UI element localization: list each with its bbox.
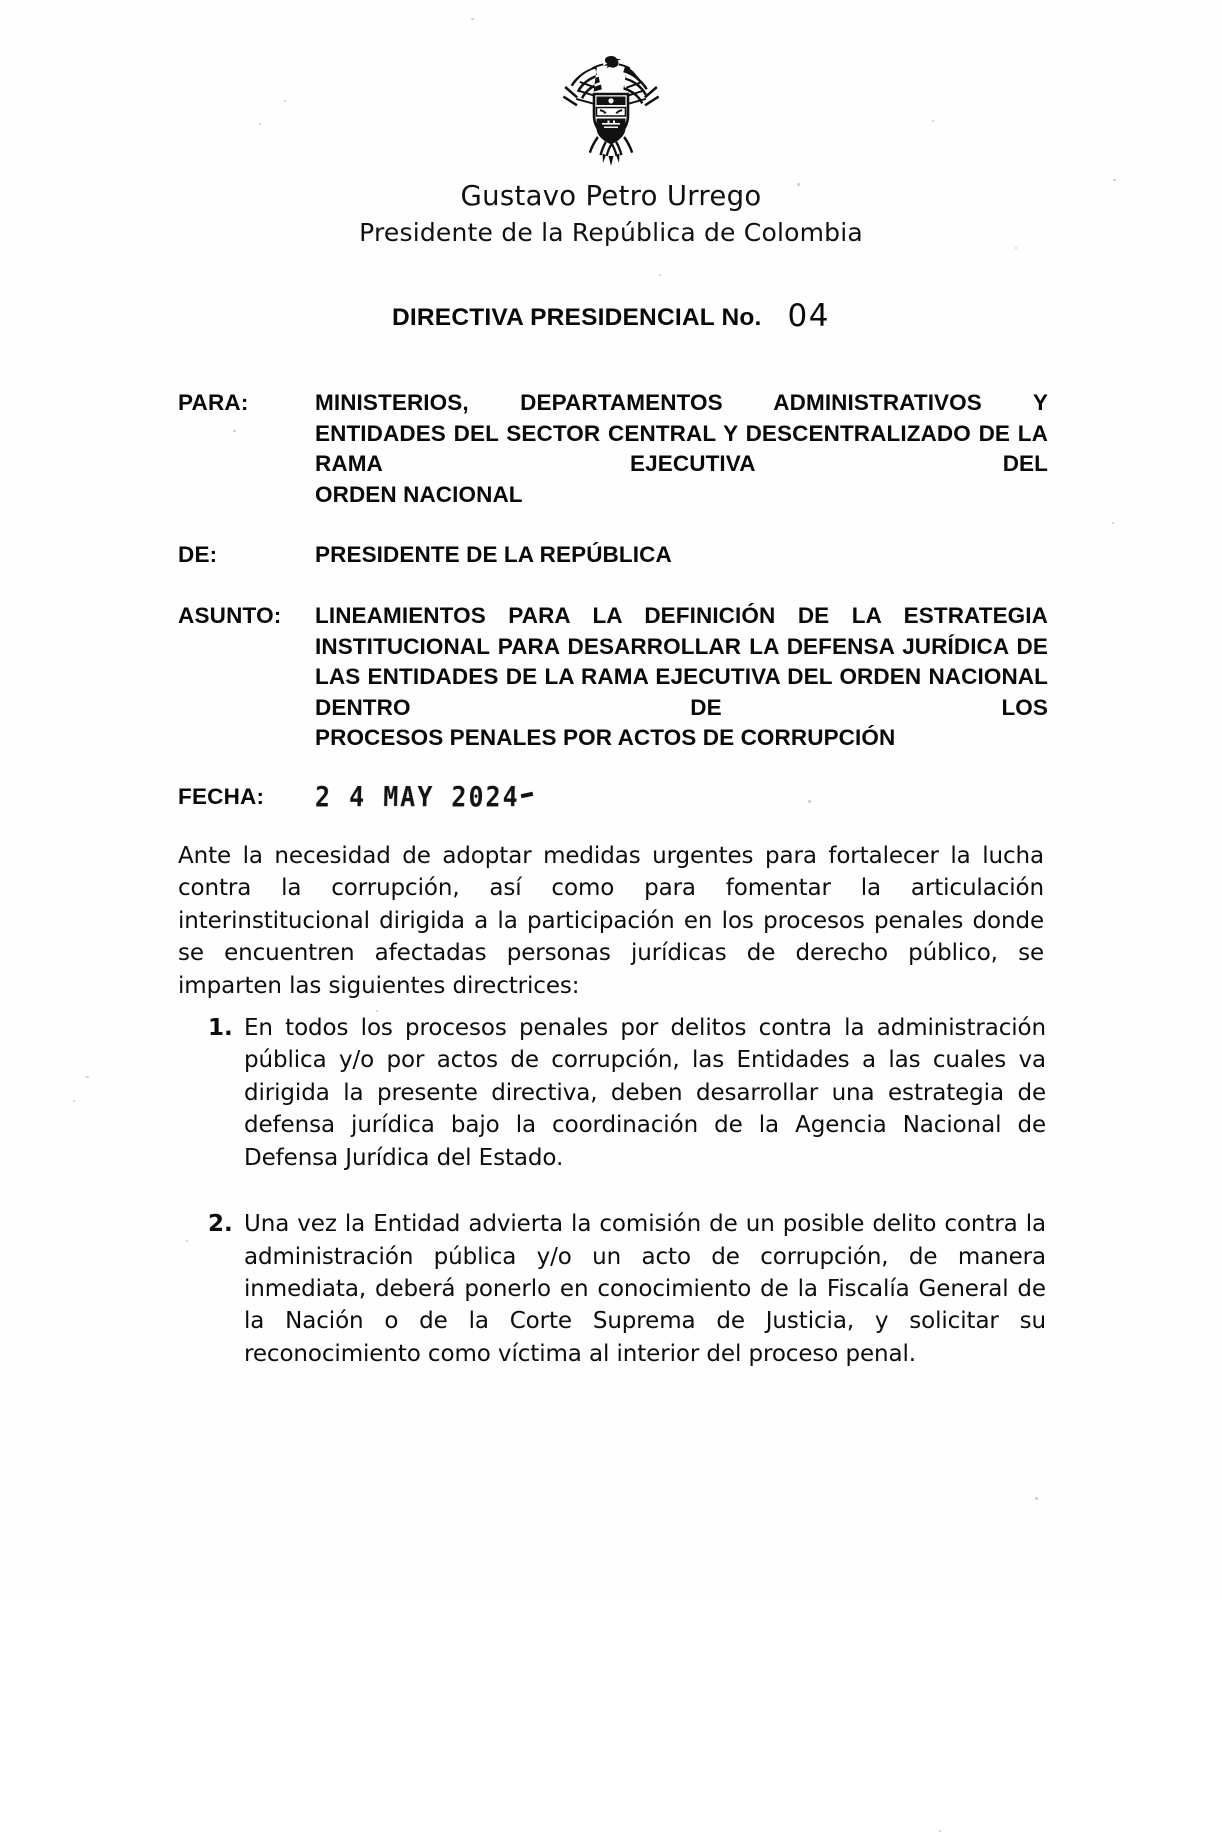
- field-para-value-lastline: ORDEN NACIONAL: [315, 481, 523, 507]
- scan-speckle: [659, 274, 661, 276]
- date-stamp-tick: [520, 792, 533, 798]
- scan-speckle: [73, 1100, 75, 1102]
- field-fecha-label: FECHA:: [178, 783, 265, 809]
- president-name: Gustavo Petro Urrego: [460, 180, 762, 212]
- list-item: [208, 1208, 1046, 1370]
- scan-speckle: [471, 18, 474, 20]
- scan-speckle: [1112, 522, 1114, 524]
- intro-paragraph: Ante la necesidad de adoptar medidas urgentes para fortalecer la lucha contra la corrupción, así como para fomentar la articulación interinstitucional dirigida a la participación en los procesos penales donde se encuentren afectadas personas jurídicas de derecho público, se imparten las siguientes directrices:: [178, 843, 1044, 999]
- field-asunto-value: [315, 601, 1048, 754]
- field-asunto-label: ASUNTO:: [178, 602, 282, 628]
- list-item-number: 1.: [208, 1015, 233, 1041]
- document-title-text: DIRECTIVA PRESIDENCIAL No.: [391, 304, 762, 331]
- letterhead: [0, 180, 1222, 249]
- field-para-value: [315, 388, 1048, 510]
- scan-speckle: [1035, 1497, 1038, 1500]
- directives-list: [208, 1012, 1046, 1370]
- field-para-label: PARA:: [178, 390, 249, 415]
- date-stamp: 2 4 MAY 2024: [314, 780, 521, 813]
- memo-header-fields: [178, 388, 1048, 816]
- intro-paragraph-container: [178, 840, 1044, 1002]
- document-number: 04: [787, 298, 830, 334]
- field-de-value: PRESIDENTE DE LA REPÚBLICA: [315, 542, 672, 568]
- scan-speckle: [186, 1240, 188, 1242]
- field-de-label: DE:: [178, 542, 218, 568]
- list-item-text: Una vez la Entidad advierta la comisión de un posible delito contra la administración pública y/o un acto de corrupción, de manera inmediata, deberá ponerlo en conocimiento de la Fiscalía General de la Nación o de la Corte Suprema de Justicia, y solicitar su reconocimiento como víctima al interior del proceso penal.: [244, 1211, 1046, 1367]
- field-asunto-value-lastline: PROCESOS PENALES POR ACTOS DE CORRUPCIÓN: [315, 725, 896, 751]
- field-fecha-value: [315, 782, 1048, 816]
- field-asunto-value-main: LINEAMIENTOS PARA LA DEFINICIÓN DE LA ESTRATEGIA INSTITUCIONAL PARA DESARROLLAR LA DEFENSA JURÍDICA DE LAS ENTIDADES DE LA RAMA EJECUTIVA DEL ORDEN NACIONAL DENTRO DE LOS: [315, 602, 1048, 720]
- president-title: Presidente de la República de Colombia: [359, 217, 863, 247]
- field-asunto: [178, 601, 1048, 754]
- document-title: [0, 297, 1222, 333]
- field-fecha: [178, 782, 1048, 816]
- list-item-text: En todos los procesos penales por delitos contra la administración pública y/o por actos de corrupción, las Entidades a las cuales va dirigida la presente directiva, deben desarrollar una estrategia de defensa jurídica bajo la coordinación de la Agencia Nacional de Defensa Jurídica del Estado.: [244, 1015, 1046, 1171]
- emblem-container: [0, 52, 1222, 170]
- field-de: [178, 540, 1048, 571]
- colombia-coat-of-arms-icon: [550, 52, 672, 170]
- field-para-value-main: MINISTERIOS, DEPARTAMENTOS ADMINISTRATIVOS Y ENTIDADES DEL SECTOR CENTRAL Y DESCENTRALIZADO DE LA RAMA EJECUTIVA DEL: [315, 390, 1048, 477]
- list-item: [208, 1012, 1046, 1174]
- field-para: [178, 388, 1048, 510]
- list-item-number: 2.: [208, 1211, 233, 1238]
- scan-speckle: [86, 1076, 89, 1078]
